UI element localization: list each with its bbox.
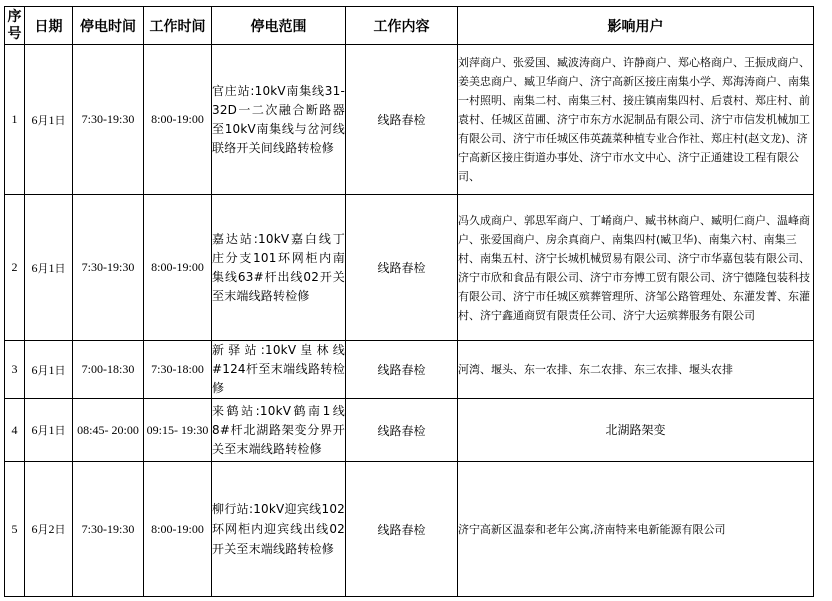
header-seq: 序号 [5, 7, 25, 45]
row-scope: 官庄站:10kV南集线31-32D一二次融合断路器至10kV南集线与岔河线联络开关间线路转检修 [212, 45, 346, 195]
row-work-time: 8:00-19:00 [144, 45, 212, 195]
row-work-content: 线路春检 [346, 462, 458, 597]
table-row [5, 399, 814, 462]
table-row [5, 462, 814, 597]
row-work-content: 线路春检 [346, 195, 458, 341]
row-date: 6月1日 [25, 45, 73, 195]
row-users: 冯久成商户、郭思军商户、丁崤商户、臧书林商户、臧明仁商户、温峰商户、张爱国商户、房余真商户、南集四村(臧卫华)、南集六村、南集三村、南集五村、济宁长城机械贸易有限公司、济宁市华嘉包装有限公司、济宁市欣和食品有限公司、济宁市夯博工贸有限公司、济宁德隆包装科技有限公司、济宁市任城区殡葬管理所、济邹公路管理处、东灌发菁、东灌村、济宁鑫通商贸有限责任公司、济宁大运殡葬服务有限公司 [458, 195, 814, 341]
row-scope: 柳行站:10kV迎宾线102环网柜内迎宾线出线02开关至末端线路转检修 [212, 462, 346, 597]
row-users: 济宁高新区温泰和老年公寓,济南特来电新能源有限公司 [458, 462, 814, 597]
row-scope: 新驿站:10kV皇林线#124杆至末端线路转检修 [212, 341, 346, 399]
row-work-time: 8:00-19:00 [144, 195, 212, 341]
row-outage-time: 7:30-19:30 [73, 195, 144, 341]
row-seq: 1 [5, 45, 25, 195]
row-scope: 嘉达站:10kV嘉白线丁庄分支101环网柜内南集线63#杆出线02开关至末端线路转检修 [212, 195, 346, 341]
header-work-time: 工作时间 [144, 7, 212, 45]
row-scope: 来鹤站:10kV鹤南1线8#杆北湖路架变分界开关至末端线路转检修 [212, 399, 346, 462]
table-row [5, 195, 814, 341]
row-seq: 3 [5, 341, 25, 399]
row-seq: 2 [5, 195, 25, 341]
row-users: 河湾、堰头、东一农排、东二农排、东三农排、堰头农排 [458, 341, 814, 399]
row-outage-time: 7:00-18:30 [73, 341, 144, 399]
row-work-content: 线路春检 [346, 341, 458, 399]
header-users: 影响用户 [458, 7, 814, 45]
table-row [5, 341, 814, 399]
outage-schedule-table [4, 6, 814, 597]
header-row [5, 7, 814, 45]
row-date: 6月1日 [25, 399, 73, 462]
header-work-content: 工作内容 [346, 7, 458, 45]
row-seq: 5 [5, 462, 25, 597]
row-outage-time: 08:45- 20:00 [73, 399, 144, 462]
row-users: 刘萍商户、张爱国、臧波涛商户、许静商户、郑心格商户、王振成商户、姜美忠商户、臧卫华商户、济宁高新区接庄南集小学、郑海涛商户、南集一村照明、南集二村、南集三村、接庄镇南集四村、后袁村、郑庄村、前袁村、任城区苗圃、济宁市东方水泥制品有限公司、济宁市信发机械加工有限公司、济宁市任城区伟英蔬菜种植专业合作社、郑庄村(赵文龙)、济宁高新区接庄街道办事处、济宁市水文中心、济宁正通建设工程有限公司、 [458, 45, 814, 195]
row-seq: 4 [5, 399, 25, 462]
row-work-content: 线路春检 [346, 399, 458, 462]
row-date: 6月1日 [25, 341, 73, 399]
row-work-time: 09:15- 19:30 [144, 399, 212, 462]
row-outage-time: 7:30-19:30 [73, 45, 144, 195]
row-date: 6月2日 [25, 462, 73, 597]
row-work-time: 7:30-18:00 [144, 341, 212, 399]
row-date: 6月1日 [25, 195, 73, 341]
header-date: 日期 [25, 7, 73, 45]
row-users: 北湖路架变 [458, 399, 814, 462]
row-work-time: 8:00-19:00 [144, 462, 212, 597]
header-scope: 停电范围 [212, 7, 346, 45]
header-outage-time: 停电时间 [73, 7, 144, 45]
table-row [5, 45, 814, 195]
row-outage-time: 7:30-19:30 [73, 462, 144, 597]
row-work-content: 线路春检 [346, 45, 458, 195]
